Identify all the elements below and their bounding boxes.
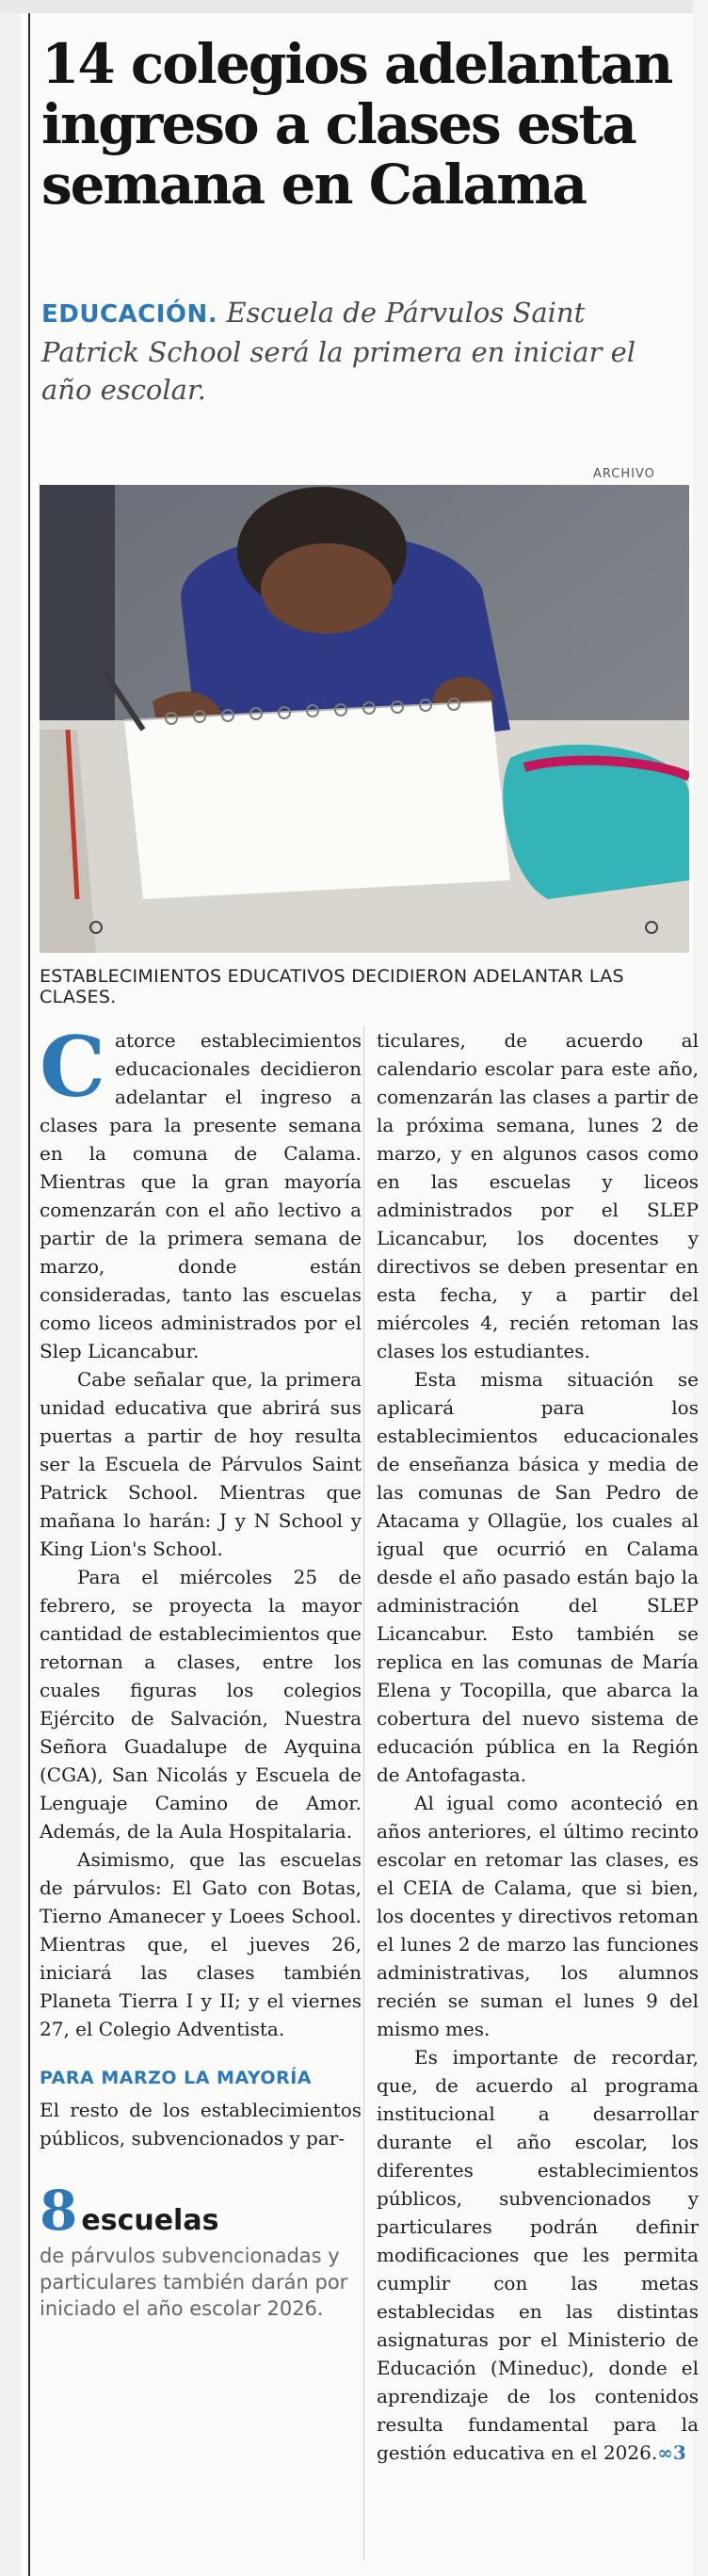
- headline: 14 colegios adelantan ingreso a clases esta semana en Calama: [41, 32, 672, 217]
- deck: [41, 294, 682, 409]
- photo-credit: ARCHIVO: [593, 467, 655, 481]
- stat-box: [40, 2179, 362, 2322]
- notebook: [124, 701, 510, 899]
- stat-label: escuelas: [81, 2204, 219, 2237]
- right-column: [377, 1026, 699, 2467]
- paragraph: El resto de los establecimientos públicos, subvencionados y par-: [40, 2099, 362, 2149]
- subheading: PARA MARZO LA MAYORÍA: [40, 2068, 312, 2088]
- paragraph: Cabe señalar que, la primera unidad educativa que abrirá sus puertas a partir de hoy resulta ser la Escuela de Párvulos Saint Patrick School. Mientras que mañana lo harán: J y N School y King Lion's School.: [40, 1368, 362, 1560]
- paragraph: ticulares, de acuerdo al calendario escolar para este año, comenzarán las clases a partir de la próxima semana, lunes 2 de marzo, y en algunos casos como en las escuelas y liceos administrados por el SLEP Licancabur, los docentes y directivos se deben presentar en esta fecha, y a partir del miércoles 4, recién retoman las clases los estudiantes.: [377, 1029, 699, 1362]
- end-mark: ∞3: [657, 2441, 686, 2464]
- left-column: [40, 1018, 362, 2322]
- paragraph: [377, 2043, 699, 2467]
- paragraph: Asimismo, que las escuelas de párvulos: El Gato con Botas, Tierno Amanecer y Loees School. Mientras que, el jueves 26, iniciará las clases también Planeta Tierra I y II; y el viernes 27, el Colegio Adventista.: [40, 1848, 362, 2040]
- top-strip: [0, 0, 708, 13]
- paragraph-text: atorce establecimientos educacionales decidieron adelantar el ingreso a clases para la presente semana en la comuna de Calama. Mientras que la gran mayoría comenzarán con el año lectivo a partir de la primera semana de marzo, donde están consideradas, tanto las escuelas como liceos administrados por el Slep Licancabur.: [40, 1029, 362, 1362]
- stat-number: 8: [40, 2179, 78, 2243]
- paragraph: [40, 1018, 362, 1365]
- column-divider: [363, 1026, 364, 2561]
- stat-description: de párvulos subvencionadas y particulares también darán por iniciado el año escolar 2026.: [40, 2245, 348, 2320]
- paragraph: Esta misma situación se aplicará para los establecimientos educacionales de enseñanza básica y media de las comunas de San Pedro de Atacama y Ollagüe, los cuales al igual que ocurrió en Calama desde el año pasado están bajo la administración del SLEP Licancabur. Esto también se replica en las comunas de María Elena y Tocopilla, que abarca la cobertura del nuevo sistema de educación pública en la Región de Antofagasta.: [377, 1368, 699, 1786]
- paragraph: Para el miércoles 25 de febrero, se proyecta la mayor cantidad de establecimientos que retornan a clases, entre los cuales figuras los colegios Ejército de Salvación, Nuestra Señora Guadalupe de Ayquina (CGA), San Nicolás y Escuela de Lenguaje Camino de Amor. Además, de la Aula Hospitalaria.: [40, 1566, 362, 1843]
- photo-caption: ESTABLECIMIENTOS EDUCATIVOS DECIDIERON ADELANTAR LAS CLASES.: [40, 966, 624, 1007]
- left-rule: [28, 13, 30, 2576]
- drop-cap: C: [40, 1018, 106, 1116]
- paragraph-text: Es importante de recordar, que, de acuerdo al programa institucional a desarrollar durante el año escolar, los diferentes establecimientos públicos, subvencionados y particulares podrán definir modificaciones que les permita cumplir con las metas establecidas en las distintas asignaturas por el Ministerio de Educación (Mineduc), donde el aprendizaje de los contenidos resulta fundamental para la gestión educativa en el 2026.: [377, 2046, 699, 2464]
- paragraph: Al igual como aconteció en años anteriores, el último recinto escolar en retomar las clases, es el CEIA de Calama, que si bien, los docentes y directivos retoman el lunes 2 de marzo las funciones administrativas, los alumnos recién se suman el lunes 9 del mismo mes.: [377, 1792, 699, 2040]
- left-margin: [0, 13, 21, 2576]
- deck-text: Escuela de Párvulos Saint Patrick School será la primera en iniciar el año escolar.: [41, 297, 636, 406]
- background-shadow: [40, 485, 115, 730]
- article-photo: [40, 485, 689, 953]
- section-kicker: EDUCACIÓN.: [41, 300, 218, 329]
- child-face: [261, 543, 393, 634]
